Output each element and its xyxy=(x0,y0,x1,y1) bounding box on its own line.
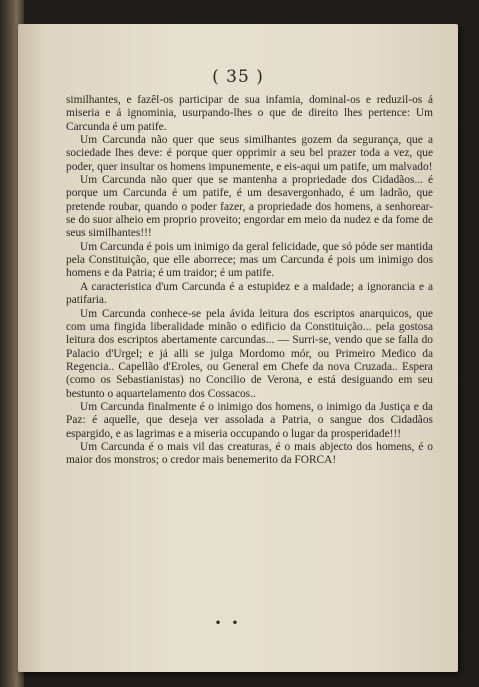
paragraph-8: Um Carcunda é o mais vil das creaturas, é o mais abjecto dos homens, é o maior dos monstros; o credor mais benemerito da FORCA! xyxy=(66,440,433,467)
paragraph-7: Um Carcunda finalmente é o inimigo dos homens, o inimigo da Justiça e da Paz: é aquelle, que deseja ver assolada a Patria, o sangue dos Cidadãos espargido, e as lagrimas e a miseria occupando o lugar da prosperidade!!! xyxy=(66,400,433,440)
body-text xyxy=(66,94,433,468)
paragraph-6: Um Carcunda conhece-se pela ávida leitura dos escriptos anarquicos, que com uma fingida liberalidade minão o edificio da Constituição... pela gostosa leitura dos escriptos abertamente carcundas... — Surri-se, vendo que se falla do Palacio d'Urgel; e já alli se julga Mordomo mór, ou Primeiro Medico da Regencia.. Capellão d'Eroles, ou General em Chefe da nova Cruzada.. Espera (como os Sebastianistas) no Concilio de Verona, e está desiguando em seu bestunto o aquartelamento dos Cossacos.. xyxy=(66,307,433,400)
paragraph-2: Um Carcunda não quer que seus similhantes gozem da segurança, que a sociedade lhes deve: é porque quer opprimir a seu bel prazer toda a vez, que poder, quer insultar os homens impunemente, e eis-aqui um patife, um malvado! xyxy=(66,134,433,173)
ornament-dots: • • xyxy=(214,616,242,630)
book-page xyxy=(18,24,458,672)
paragraph-1: similhantes, e fazêl-os participar de sua infamia, dominal-os e reduzil-os á miseria e á ignominia, usurpando-lhes o que de direito lhes pertence: Um Carcunda é um patife. xyxy=(66,94,433,133)
paragraph-5: A caracteristica d'um Carcunda é a estupidez e a maldade; a ignorancia e a patifaria. xyxy=(66,280,433,307)
paragraph-4: Um Carcunda é pois um inimigo da geral felicidade, que só póde ser mantida pela Constituição, que elle aborrece; mas um Carcunda é pois um inimigo dos homens e da Patria; é um traidor; é um patife. xyxy=(66,240,433,280)
paragraph-3: Um Carcunda não quer que se mantenha a propriedade dos Cidadãos... é porque um Carcunda é um patife, é um desavergonhado, é um ladrão, que pretende roubar, quando o poder fazer, a propriedade dos homens, a senhorear-se do suor alheio em proprio proveito; engordar em meio da nudez e da fome de seus similhantes!!! xyxy=(66,174,433,240)
page-number: ( 35 ) xyxy=(212,67,264,87)
